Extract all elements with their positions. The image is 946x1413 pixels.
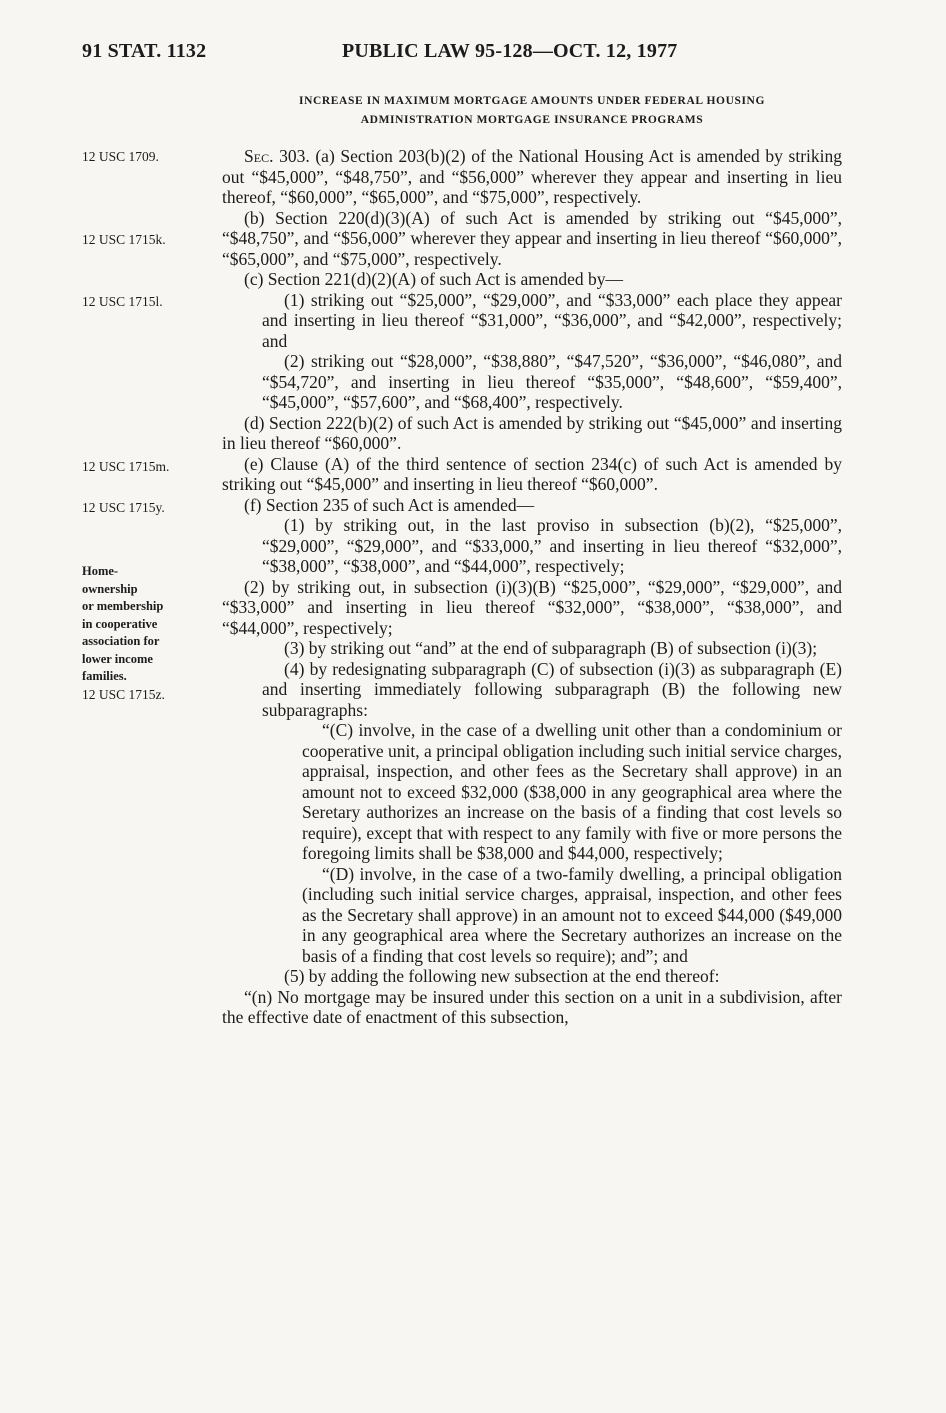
margin-note-1715y: 12 USC 1715y. xyxy=(82,500,165,515)
margin-note-line: association for xyxy=(82,634,160,648)
margin-note-line: Home- xyxy=(82,564,119,578)
subparagraph-D: “(D) involve, in the case of a two-family dwelling, a principal obligation (including such initial service charges, appraisal, inspection, and other fees as the Secretary shall approve) in an amount not to exceed $44,000 ($49,000 in any geographical area where the Secretary authorizes an increase on the basis of a finding that cost levels so require); and”; and xyxy=(302,863,842,966)
margin-note-line: in cooperative xyxy=(82,616,158,631)
subparagraph-C: “(C) involve, in the case of a dwelling unit other than a condominium or cooperative unit, a principal obligation including such initial service charges, appraisal, inspection, and other fees as the Secretary shall approve) in an amount not to exceed $32,000 ($38,000 in any geographical area where the Seretary authorizes an increase on the basis of a finding that cost levels so require), except that with respect to any family with five or more persons the foregoing limits shall be $38,000 and $44,000, respectively; xyxy=(302,720,842,863)
section-heading xyxy=(222,92,842,130)
margin-note-line: families. xyxy=(82,669,127,683)
paragraph-f4: (4) by redesignating subparagraph (C) of subsection (i)(3) as subparagraph (E) and inserting immediately following subparagraph (B) the following new subparagraphs: xyxy=(262,658,842,720)
subsection-f: (f) Section 235 of such Act is amended— xyxy=(244,494,535,515)
heading-line-2: ADMINISTRATION MORTGAGE INSURANCE PROGRAMS xyxy=(360,114,704,126)
margin-note-line: or membership xyxy=(82,599,164,613)
running-header xyxy=(0,40,946,70)
paragraph-f1: (1) by striking out, in the last proviso in subsection (b)(2), “$25,000”, “$29,000”, “$29,000”, and “$33,000,” and inserting in lieu thereof “$32,000”, “$38,000”, “$38,000”, and “$44,000”, respectively; xyxy=(262,515,842,576)
heading-line-1: INCREASE IN MAXIMUM MORTGAGE AMOUNTS UNDER FEDERAL HOUSING xyxy=(299,95,765,107)
margin-note-1709: 12 USC 1709. xyxy=(82,149,159,164)
margin-note-1715k: 12 USC 1715k. xyxy=(82,232,166,247)
margin-note-1715m: 12 USC 1715m. xyxy=(82,459,170,474)
section-label: Sec. 303. xyxy=(244,146,310,166)
margin-note-1715z: 12 USC 1715z. xyxy=(82,687,165,702)
paragraph-c2: (2) striking out “$28,000”, “$38,880”, “$47,520”, “$36,000”, “$46,080”, and “$54,720”, and inserting in lieu thereof “$35,000”, “$48,600”, “$59,400”, “$45,000”, “$57,600”, and “$68,400”, respectively. xyxy=(262,351,842,412)
subsection-d: (d) Section 222(b)(2) of such Act is amended by striking out “$45,000” and inserting in lieu thereof “$60,000”. xyxy=(222,412,842,453)
stat-page-number: 91 STAT. 1132 xyxy=(82,40,207,62)
margin-note-line: ownership xyxy=(82,581,138,596)
margin-note-line: lower income xyxy=(82,651,153,666)
public-law-title: PUBLIC LAW 95-128—OCT. 12, 1977 xyxy=(342,40,678,62)
subsection-c: (c) Section 221(d)(2)(A) of such Act is amended by— xyxy=(244,269,624,289)
subsection-a-text: (a) Section 203(b)(2) of the National Housing Act is amended by striking out “$45,000”, “$48,750”, and “$56,000” wherever they appear and inserting in lieu thereof, “$60,000”, “$65,000”, and “$75,000”, respectively. xyxy=(222,146,842,207)
paragraph-f3: (3) by striking out “and” at the end of subparagraph (B) of subsection (i)(3); xyxy=(284,638,818,658)
margin-note-1715l: 12 USC 1715l. xyxy=(82,294,163,309)
subsection-n: “(n) No mortgage may be insured under this section on a unit in a subdivision, after the effective date of enactment of this subsection, xyxy=(222,986,842,1027)
paragraph-c1: (1) striking out “$25,000”, “$29,000”, and “$33,000” each place they appear and inserting in lieu thereof “$31,000”, “$36,000”, and “$42,000”, respectively; and xyxy=(262,289,842,351)
subsection-e: (e) Clause (A) of the third sentence of section 234(c) of such Act is amended by striking out “$45,000” and inserting in lieu thereof “$60,000”. xyxy=(222,453,842,494)
body-text xyxy=(222,146,842,1028)
subsection-a xyxy=(222,146,842,208)
margin-note-homeownership xyxy=(82,563,210,686)
subsection-b: (b) Section 220(d)(3)(A) of such Act is amended by striking out “$45,000”, “$48,750”, and “$56,000” wherever they appear and inserting in lieu thereof “$60,000”, “$65,000”, and “$75,000”, respectively. xyxy=(222,207,842,269)
paragraph-f2: (2) by striking out, in subsection (i)(3)(B) “$25,000”, “$29,000”, “$29,000”, and “$33,000” and inserting in lieu thereof “$32,000”, “$38,000”, “$38,000”, and “$44,000”, respectively; xyxy=(222,576,842,638)
paragraph-f5: (5) by adding the following new subsection at the end thereof: xyxy=(284,966,720,986)
